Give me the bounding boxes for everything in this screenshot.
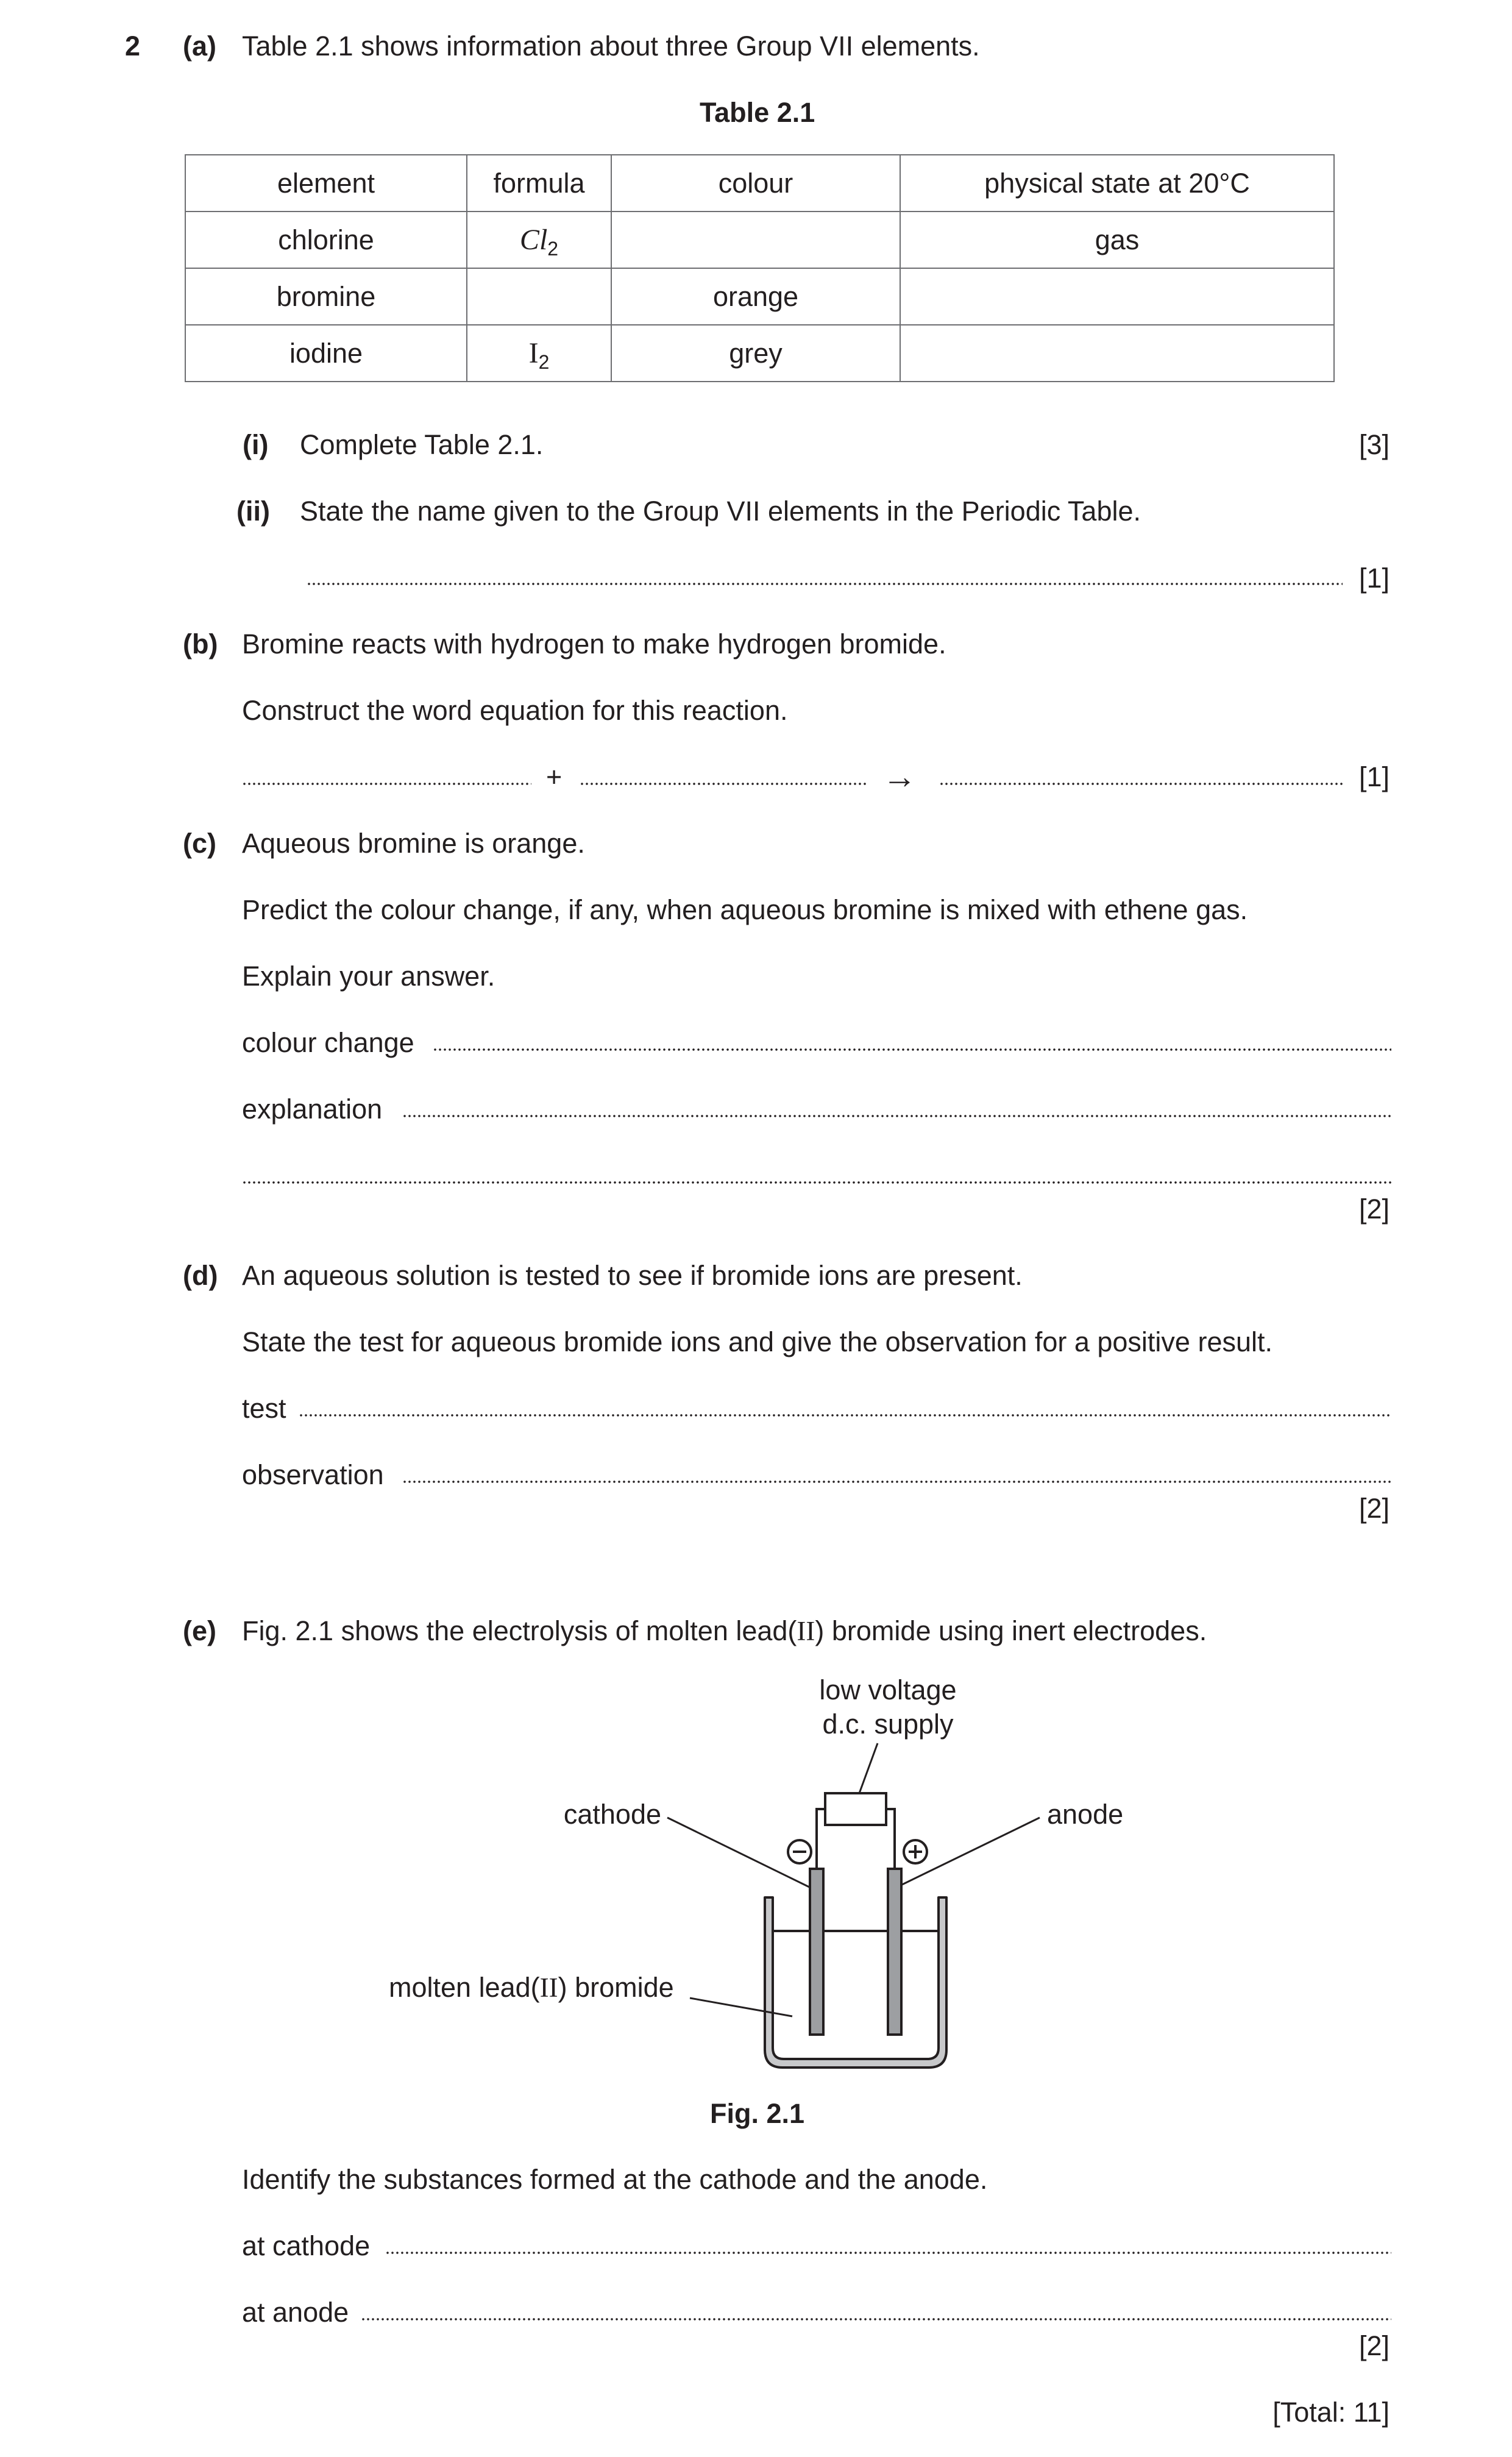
molten-lead-bromide-label: molten lead(II) bromide (389, 1972, 674, 2003)
anode-answer-line[interactable] (361, 2318, 1391, 2320)
part-a-label: (a) (183, 30, 216, 62)
cell-formula-blank[interactable] (467, 268, 611, 325)
sub-ii-label: (ii) (236, 496, 270, 527)
test-label: test (242, 1393, 286, 1424)
beaker (765, 1897, 946, 2068)
sub-ii-text: State the name given to the Group VII elements in the Periodic Table. (300, 496, 1141, 527)
part-d-label: (d) (183, 1260, 218, 1291)
part-e-label: (e) (183, 1615, 216, 1646)
cathode-answer-label: at cathode (242, 2230, 371, 2261)
table-row (185, 212, 1334, 268)
cathode-electrode (810, 1869, 823, 2035)
table-row (185, 325, 1334, 382)
cell-element: chlorine (185, 212, 467, 268)
part-b-label: (b) (183, 628, 218, 660)
cell-colour: grey (611, 325, 900, 382)
equation-reactant-2-line[interactable] (580, 783, 866, 785)
anode-electrode (888, 1869, 901, 2035)
group-vii-table (185, 154, 1335, 382)
question-number: 2 (125, 30, 141, 62)
part-a-intro: Table 2.1 shows information about three Group VII elements. (242, 30, 980, 62)
anode-label: anode (1047, 1799, 1124, 1830)
part-b-text1: Bromine reacts with hydrogen to make hydrogen bromide. (242, 628, 946, 660)
cathode-label: cathode (563, 1799, 661, 1830)
part-d-text2: State the test for aqueous bromide ions and give the observation for a positive result. (242, 1326, 1272, 1357)
part-e-text: Fig. 2.1 shows the electrolysis of molten lead(II) bromide using inert electrodes. (242, 1615, 1207, 1646)
header-physical-state: physical state at 20°C (900, 155, 1334, 212)
equation-plus: + (546, 761, 563, 792)
supply-label-line2: d.c. supply (822, 1709, 954, 1740)
cell-colour: orange (611, 268, 900, 325)
sub-ii-marks: [1] (1358, 563, 1390, 594)
cell-state-blank[interactable] (900, 268, 1334, 325)
explanation-line-2[interactable] (242, 1181, 1391, 1184)
explanation-label: explanation (242, 1093, 383, 1125)
supply-leader-line (859, 1743, 878, 1793)
cell-state-blank[interactable] (900, 325, 1334, 382)
colour-change-label: colour change (242, 1027, 414, 1058)
part-d-text1: An aqueous solution is tested to see if bromide ions are present. (242, 1260, 1023, 1291)
cell-element: bromine (185, 268, 467, 325)
electrolysis-diagram (0, 1658, 1512, 2085)
observation-line[interactable] (402, 1481, 1391, 1483)
colour-change-line[interactable] (433, 1048, 1391, 1051)
part-b-marks: [1] (1358, 761, 1390, 792)
cathode-wire (817, 1809, 825, 1869)
cell-formula: $I_2$ (467, 325, 611, 382)
cathode-answer-line[interactable] (385, 2252, 1391, 2254)
dc-supply-box (825, 1793, 886, 1825)
part-d-marks: [2] (1358, 1493, 1390, 1524)
part-b-text2: Construct the word equation for this reaction. (242, 695, 788, 726)
equation-product-line[interactable] (939, 783, 1343, 785)
sub-i-text: Complete Table 2.1. (300, 429, 544, 460)
equation-reactant-1-line[interactable] (242, 783, 531, 785)
part-e-marks: [2] (1358, 2330, 1390, 2361)
table-caption: Table 2.1 (700, 97, 815, 128)
table-header-row (185, 155, 1334, 212)
observation-label: observation (242, 1459, 384, 1490)
sub-i-marks: [3] (1358, 429, 1390, 460)
anode-answer-label: at anode (242, 2297, 349, 2328)
equation-arrow: → (882, 757, 917, 795)
table-row (185, 268, 1334, 325)
cell-state: gas (900, 212, 1334, 268)
total-marks: [Total: 11] (1272, 2397, 1390, 2428)
explanation-line-1[interactable] (402, 1115, 1391, 1117)
header-colour: colour (611, 155, 900, 212)
cell-element: iodine (185, 325, 467, 382)
anode-wire (886, 1809, 895, 1869)
roman-numeral: II (797, 1616, 815, 1646)
molten-leader-line (690, 1998, 792, 2016)
supply-label-line1: low voltage (819, 1674, 957, 1705)
header-element: element (185, 155, 467, 212)
header-formula: formula (467, 155, 611, 212)
part-e-text2: Identify the substances formed at the cathode and the anode. (242, 2164, 988, 2195)
test-line[interactable] (299, 1414, 1391, 1417)
part-c-marks: [2] (1358, 1193, 1390, 1225)
cell-colour-blank[interactable] (611, 212, 900, 268)
sub-i-label: (i) (243, 429, 269, 460)
answer-line-group-name[interactable] (307, 583, 1343, 585)
part-c-text3: Explain your answer. (242, 961, 495, 992)
part-c-text2: Predict the colour change, if any, when aqueous bromine is mixed with ethene gas. (242, 894, 1248, 925)
part-c-text1: Aqueous bromine is orange. (242, 828, 585, 859)
figure-caption: Fig. 2.1 (710, 2098, 805, 2129)
part-c-label: (c) (183, 828, 216, 859)
cell-formula: $Cl_2$ (467, 212, 611, 268)
